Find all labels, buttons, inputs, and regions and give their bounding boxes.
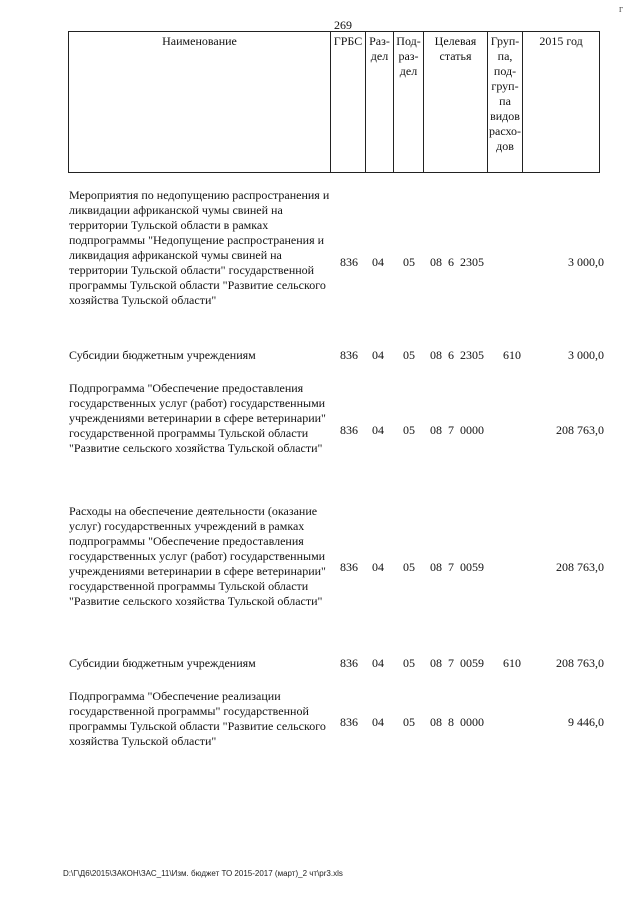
row-podrazdel: 05 [403, 255, 415, 269]
row-name: Субсидии бюджетным учреждениям [69, 656, 256, 670]
row-celevaya: 08 6 2305 [430, 348, 484, 362]
row-razdel: 04 [372, 255, 384, 269]
row-vid: 610 [503, 656, 521, 670]
row-grbs: 836 [340, 656, 358, 670]
page-number: 269 [334, 18, 352, 32]
row-grbs: 836 [340, 560, 358, 574]
row-sum: 3 000,0 [568, 348, 604, 362]
row-name: Субсидии бюджетным учреждениям [69, 348, 256, 362]
row-sum: 208 763,0 [556, 423, 604, 437]
row-sum: 208 763,0 [556, 560, 604, 574]
row-name: Подпрограмма "Обеспечение предоставления государственных услуг (работ) государственными учреждениями ветеринарии в сфере ветеринарии" государственной программы Тульской области "Развитие сельского хозяйства Тульской области" [69, 381, 326, 455]
row-name: Мероприятия по недопущению распространения и ликвидации африканской чумы свиней на территории Тульской области в рамках подпрограммы "Недопущение распространения и ликвидация африканской чумы свиней на территории Тульской области" государственной программы Тульской области "Развитие сельского хозяйства Тульской области" [69, 188, 330, 307]
header-year: 2015 год [523, 32, 600, 173]
header-vid: Груп- па, под- груп- па видов расхо- дов [488, 32, 523, 173]
row-name: Расходы на обеспечение деятельности (оказание услуг) государственных учреждений в рамках подпрограммы "Обеспечение предоставления государственных услуг (работ) государственными учреждениями ветеринарии в сфере ветеринарии" государственной программы Тульской области "Развитие сельского хозяйства Тульской области" [69, 504, 326, 608]
header-razdel: Раз- дел [366, 32, 394, 173]
row-celevaya: 08 7 0059 [430, 656, 484, 670]
table-header [68, 31, 600, 173]
row-grbs: 836 [340, 715, 358, 729]
row-celevaya: 08 7 0000 [430, 423, 484, 437]
row-name: Подпрограмма "Обеспечение реализации государственной программы" государственной программы Тульской области "Развитие сельского хозяйства Тульской области" [69, 689, 326, 748]
corner-mark: г [619, 4, 624, 15]
header-name: Наименование [69, 32, 331, 173]
row-razdel: 04 [372, 715, 384, 729]
row-razdel: 04 [372, 423, 384, 437]
row-razdel: 04 [372, 656, 384, 670]
row-podrazdel: 05 [403, 348, 415, 362]
row-celevaya: 08 7 0059 [430, 560, 484, 574]
row-podrazdel: 05 [403, 656, 415, 670]
header-podrazdel: Под- раз- дел [394, 32, 424, 173]
row-vid: 610 [503, 348, 521, 362]
row-sum: 9 446,0 [568, 715, 604, 729]
row-celevaya: 08 8 0000 [430, 715, 484, 729]
row-sum: 3 000,0 [568, 255, 604, 269]
row-razdel: 04 [372, 560, 384, 574]
footer-file-path: D:\Г\Д6\2015\ЗАКОН\ЗАС_11\Изм. бюджет ТО 2015-2017 (март)_2 чт\pr3.xls [63, 869, 343, 878]
header-celevaya: Целевая статья [424, 32, 488, 173]
header-grbs: ГРБС [331, 32, 366, 173]
row-grbs: 836 [340, 255, 358, 269]
row-celevaya: 08 6 2305 [430, 255, 484, 269]
row-grbs: 836 [340, 423, 358, 437]
row-podrazdel: 05 [403, 423, 415, 437]
row-sum: 208 763,0 [556, 656, 604, 670]
row-razdel: 04 [372, 348, 384, 362]
row-podrazdel: 05 [403, 560, 415, 574]
row-grbs: 836 [340, 348, 358, 362]
row-podrazdel: 05 [403, 715, 415, 729]
